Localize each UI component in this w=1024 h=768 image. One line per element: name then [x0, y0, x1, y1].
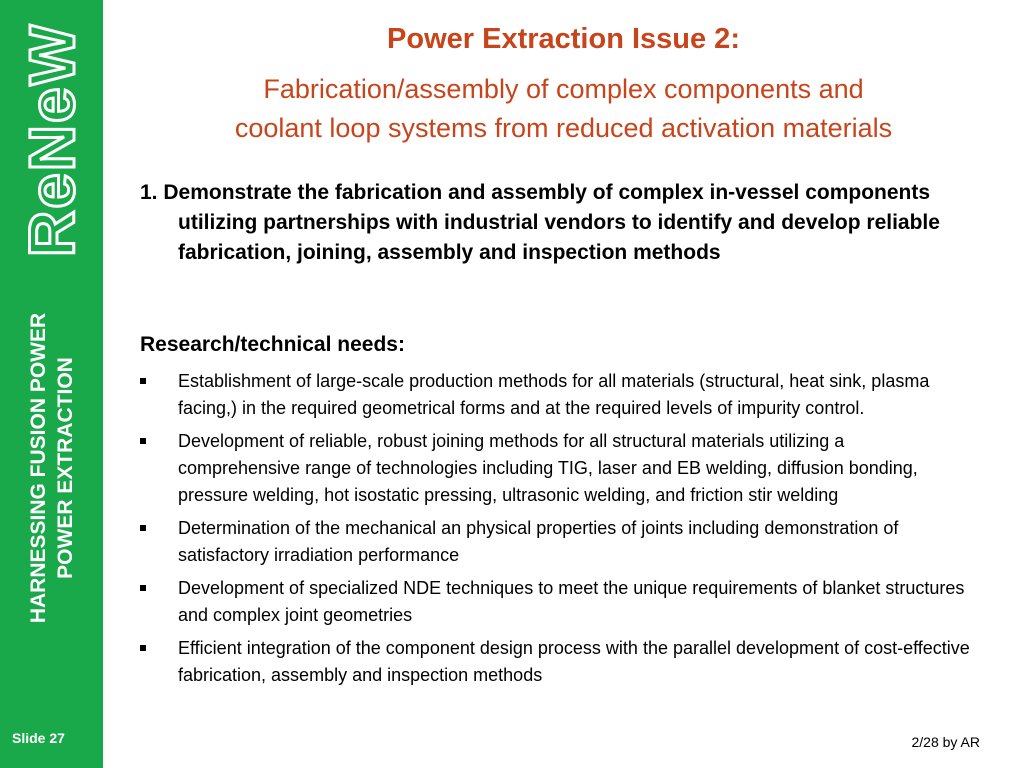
slide-number: Slide 27: [12, 730, 65, 746]
numbered-item: 1. Demonstrate the fabrication and assembly of complex in-vessel components utilizing partnerships with industrial vendors to identify and develop reliable fabrication, joining, assembly and inspection methods: [140, 181, 940, 264]
list-item: [140, 515, 970, 569]
bullet-text: Determination of the mechanical an physical properties of joints including demonstration of satisfactory irradiation performance: [178, 518, 899, 565]
subtitle-line2: coolant loop systems from reduced activation materials: [234, 113, 893, 143]
square-bullet-icon: [140, 585, 146, 591]
slide-subtitle: [103, 70, 1024, 148]
bullet-text: Development of reliable, robust joining methods for all structural materials utilizing a comprehensive range of technologies including TIG, laser and EB welding, diffusion bonding, pressure welding, hot isostatic pressing, ultrasonic welding, and friction stir welding: [178, 431, 918, 505]
footer-date-author: 2/28 by AR: [911, 734, 980, 750]
subtitle-line1: Fabrication/assembly of complex components and: [263, 74, 864, 104]
bullet-list: [140, 368, 970, 695]
bullet-text: Development of specialized NDE techniques to meet the unique requirements of blanket structures and complex joint geometries: [178, 578, 965, 625]
square-bullet-icon: [140, 438, 146, 444]
list-item: [140, 635, 970, 689]
square-bullet-icon: [140, 645, 146, 651]
bullet-text: Establishment of large-scale production methods for all materials (structural, heat sink, plasma facing,) in the required geometrical forms and at the required levels of impurity control.: [178, 371, 930, 418]
sidebar-vertical-text: [25, 313, 79, 623]
slide-title: Power Extraction Issue 2:: [387, 23, 740, 55]
sidebar: [0, 0, 103, 768]
list-item: [140, 368, 970, 422]
slide-content: [103, 0, 1024, 768]
list-item: [140, 428, 970, 509]
renew-logo: ReNeW: [16, 22, 88, 258]
square-bullet-icon: [140, 378, 146, 384]
bullet-text: Efficient integration of the component design process with the parallel development of cost-effective fabrication, assembly and inspection methods: [178, 638, 970, 685]
sidebar-text-line2: POWER EXTRACTION: [54, 357, 77, 579]
list-item: [140, 575, 970, 629]
research-needs-heading: Research/technical needs:: [140, 333, 405, 356]
square-bullet-icon: [140, 525, 146, 531]
sidebar-text-line1: HARNESSING FUSION POWER: [27, 312, 50, 624]
